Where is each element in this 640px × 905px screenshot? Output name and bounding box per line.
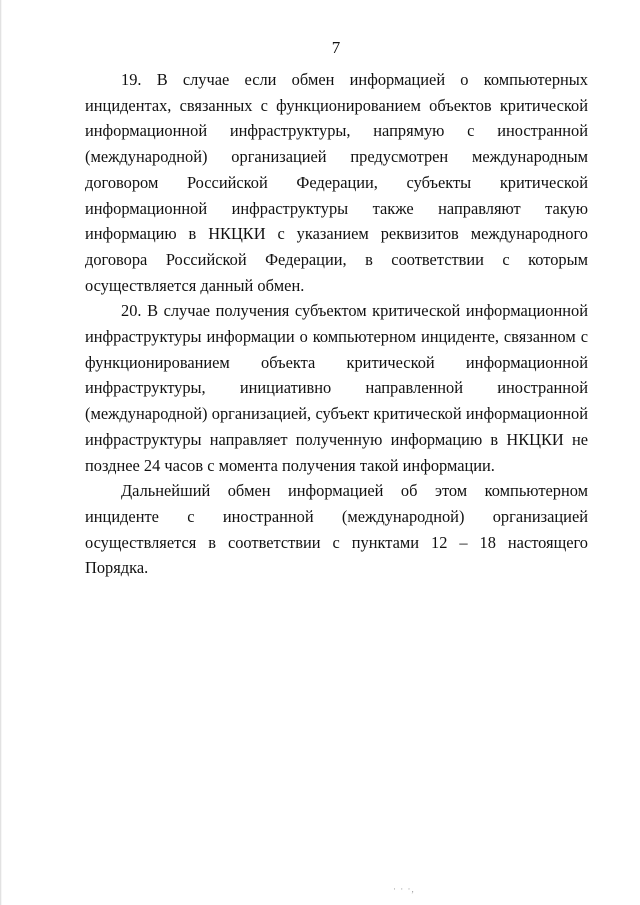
paragraph-20: 20. В случае получения субъектом критической информационной инфраструктуры информации о компьютерном инциденте, связанном с функционированием объекта критической информационной инфраструктуры, инициативно направленной иностранной (международной) организацией, субъект критической информационной инфраструктуры направляет полученную информацию в НКЦКИ не позднее 24 часов с момента получения такой информации.: [85, 301, 588, 475]
document-body: [85, 67, 588, 581]
page-number: 7: [331, 38, 341, 57]
paragraph-further-exchange: Дальнейший обмен информацией об этом компьютерном инциденте с иностранной (международной) организацией осуществляется в соответствии с пунктами 12 – 18 настоящего Порядка.: [85, 481, 588, 578]
scan-footer-mark: · · ·,: [393, 884, 415, 894]
paragraph-19: 19. В случае если обмен информацией о компьютерных инцидентах, связанных с функционированием объектов критической информационной инфраструктуры, напрямую с иностранной (международной) организацией предусмотрен международным договором Российской Федерации, субъекты критической информационной инфраструктуры также направляют такую информацию в НКЦКИ с указанием реквизитов международного договора Российской Федерации, в соответствии с которым осуществляется данный обмен.: [85, 70, 588, 295]
scan-edge: [0, 0, 2, 905]
